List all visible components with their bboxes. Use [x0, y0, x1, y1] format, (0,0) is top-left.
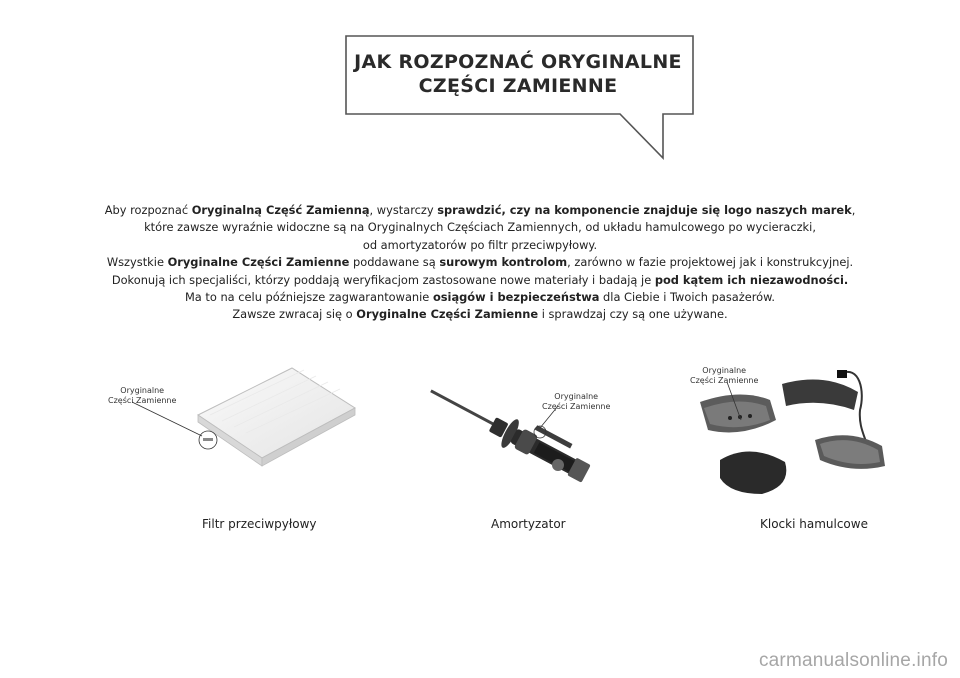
- title-line-2: CZĘŚCI ZAMIENNE: [418, 75, 618, 97]
- pads-caption: Klocki hamulcowe: [760, 517, 868, 531]
- intro-line-5: Dokonują ich specjaliści, którzy poddają weryfikacjom zastosowane nowe materiały i badają je pod kątem ich niezawodności.: [111, 272, 849, 287]
- filter-logo-tag: Oryginalne Części Zamienne: [108, 386, 177, 405]
- watermark: carmanualsonline.info: [758, 650, 948, 671]
- pads-logo-pointer: [725, 380, 765, 428]
- intro-line-6: Ma to na celu późniejsze zagwarantowanie osiągów i bezpieczeństwa dla Ciebie i Twoich pasażerów.: [184, 290, 776, 305]
- intro-line-1: Aby rozpoznać Oryginalną Część Zamienną, wystarczy sprawdzić, czy na komponencie znajduje się logo naszych marek,: [104, 203, 856, 217]
- shock-caption: Amortyzator: [491, 517, 566, 531]
- intro-paragraph: [100, 202, 860, 324]
- intro-line-7: Zawsze zwracaj się o Oryginalne Części Zamienne i sprawdzaj czy są one używane.: [232, 307, 728, 322]
- filter-caption: Filtr przeciwpyłowy: [202, 517, 317, 531]
- filter-logo-pointer: [130, 400, 220, 460]
- pads-logo-tag: Oryginalne Części Zamienne: [690, 366, 759, 385]
- shock-logo-tag: Oryginalne Części Zamienne: [542, 392, 611, 411]
- page-title: [346, 50, 690, 98]
- intro-line-4: Wszystkie Oryginalne Części Zamienne poddawane są surowym kontrolom, zarówno w fazie projektowej jak i konstrukcyjnej.: [106, 255, 854, 270]
- intro-line-3: od amortyzatorów po filtr przeciwpyłowy.: [362, 237, 598, 252]
- title-line-1: JAK ROZPOZNAĆ ORYGINALNE: [354, 51, 682, 73]
- intro-line-2: które zawsze wyraźnie widoczne są na Oryginalnych Częściach Zamiennych, od układu hamulcowego po wycieraczki,: [144, 220, 816, 235]
